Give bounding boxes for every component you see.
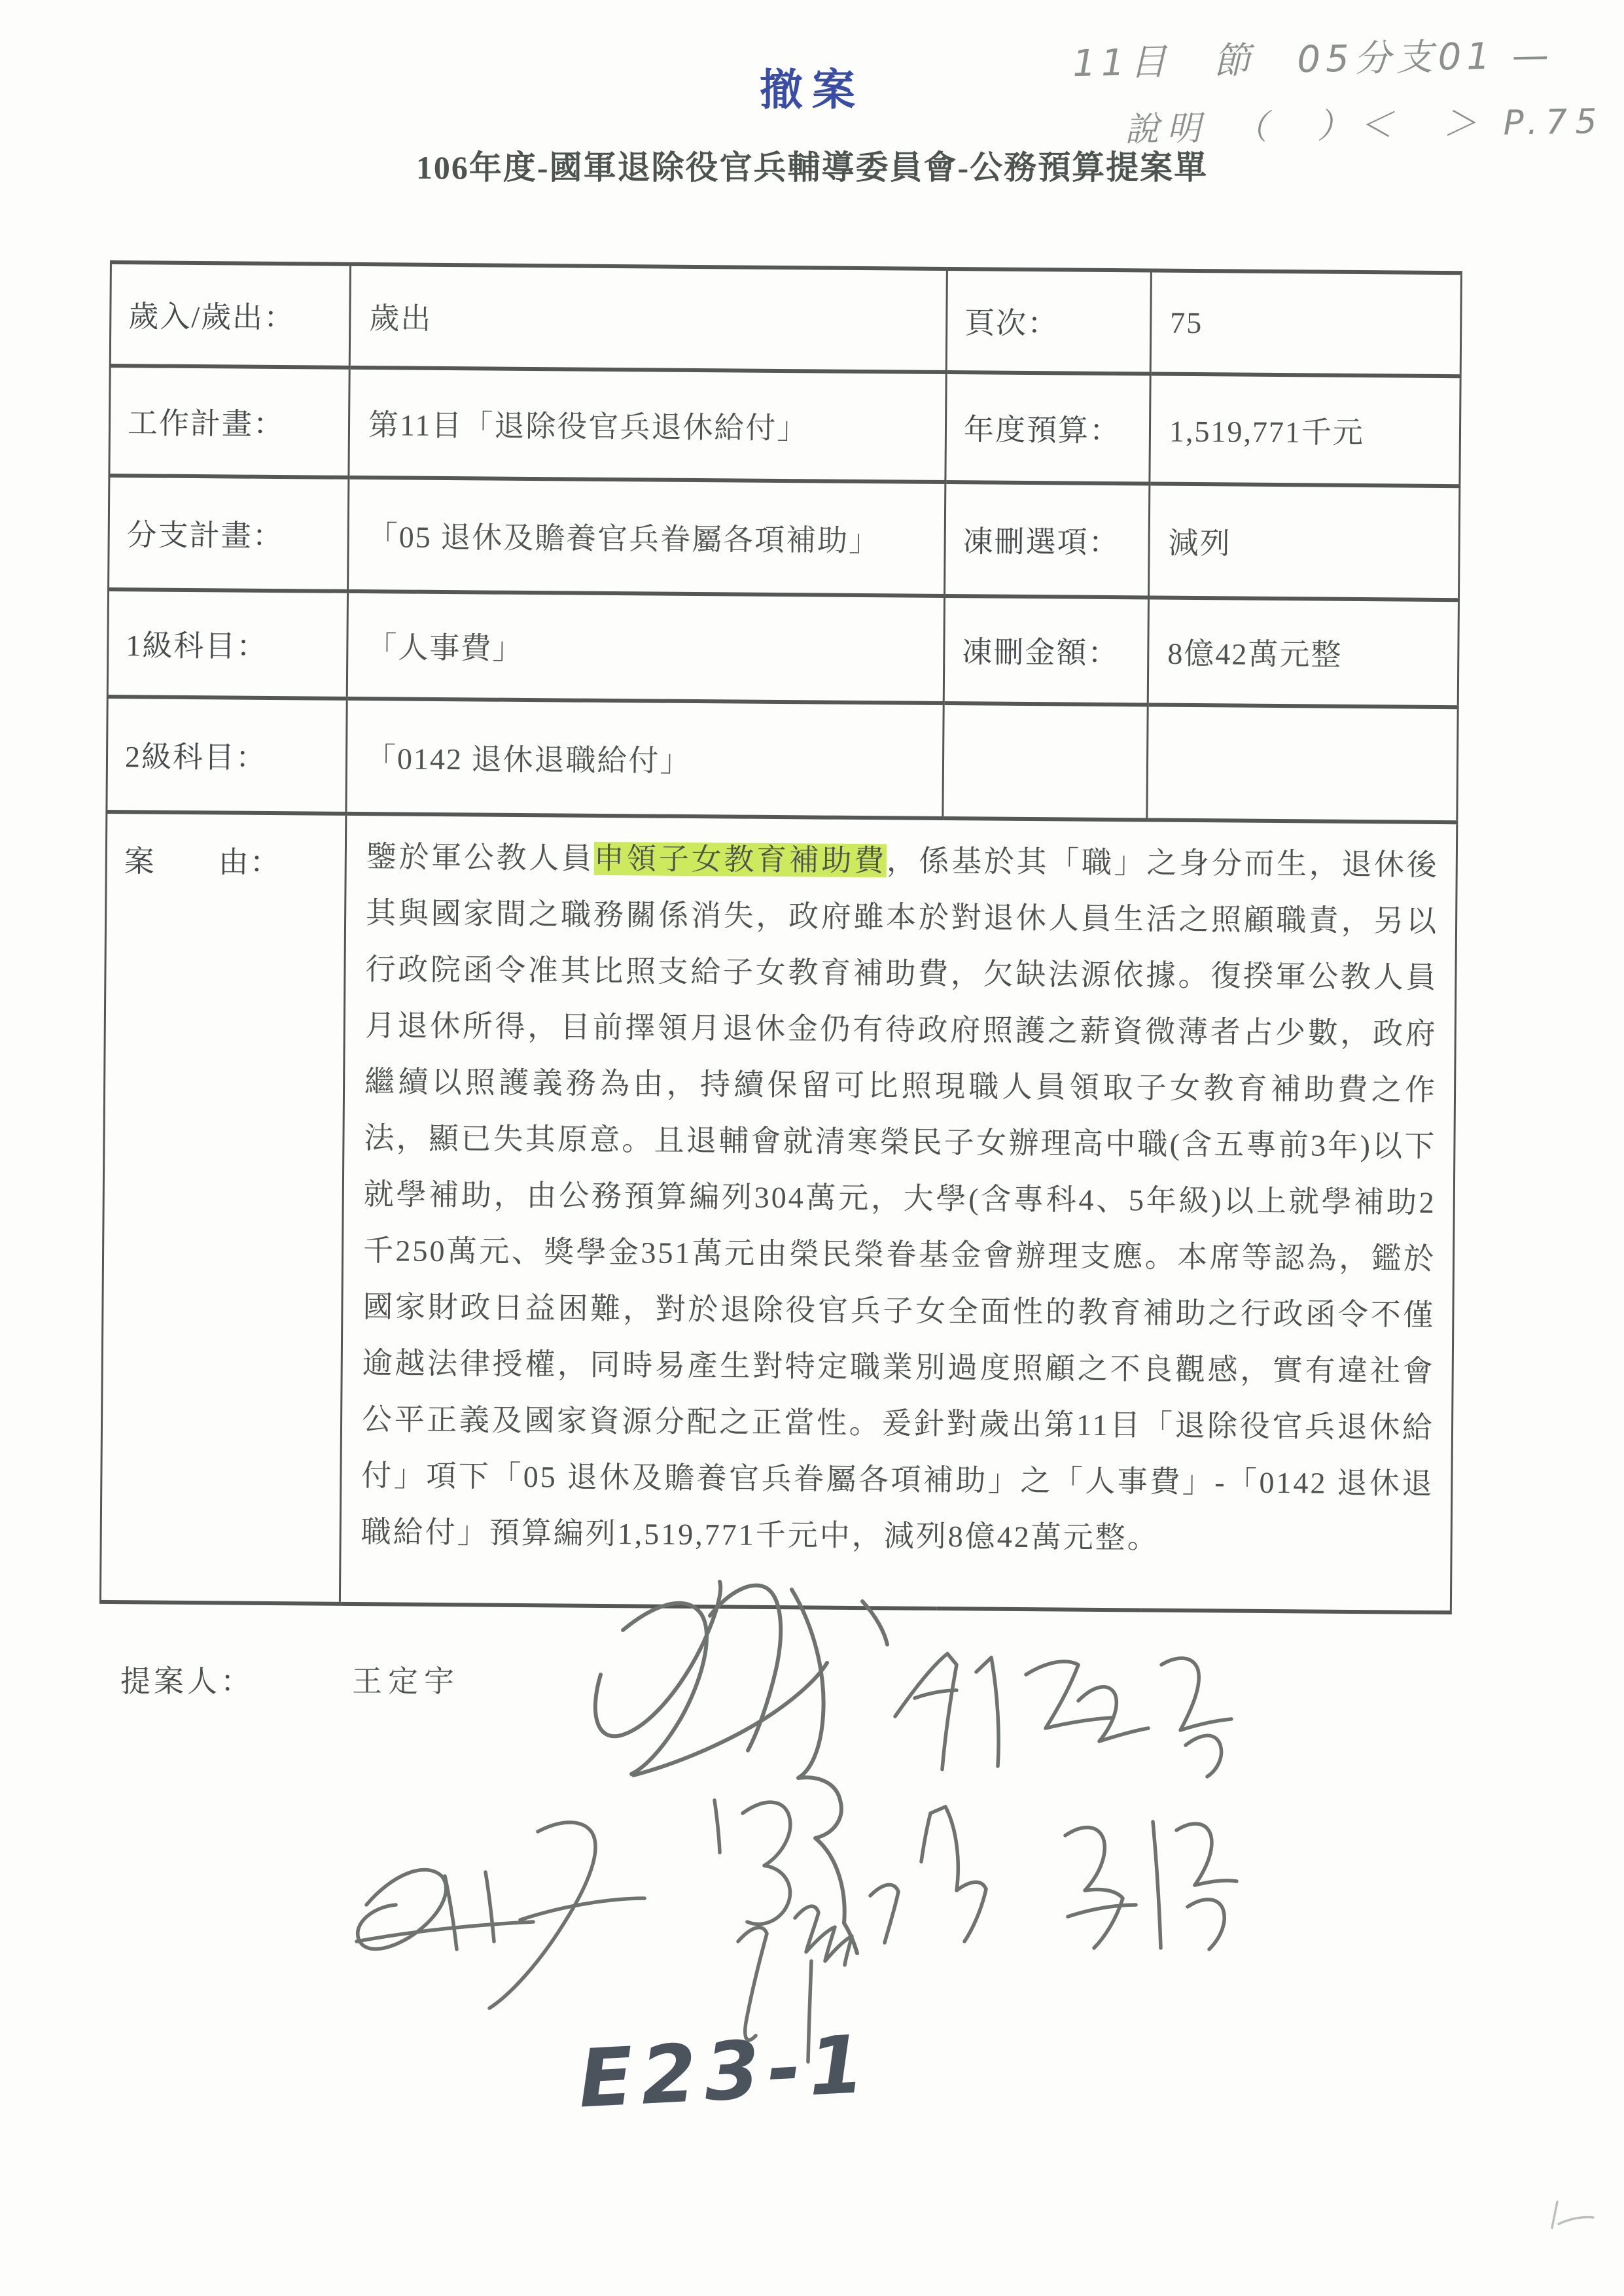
proposer-label: 提案人： xyxy=(120,1665,254,1698)
field-label: 分支計畫： xyxy=(109,476,349,591)
annotation-line-2: 說明 （ ）＜ ＞ P.75 xyxy=(1124,101,1605,150)
table-row-branch-plan xyxy=(109,476,1460,600)
table-row-work-plan xyxy=(109,366,1460,486)
budget-proposal-table xyxy=(99,260,1462,1614)
field-label: 頁次： xyxy=(946,269,1151,374)
field-value: 第11目「退除役官兵退休給付」 xyxy=(349,368,946,482)
field-label: 凍刪金額： xyxy=(944,596,1148,704)
case-text-before: 鑒於軍公教人員 xyxy=(366,840,594,875)
field-label: 歲入/歲出： xyxy=(110,262,350,368)
field-value: 「0142 退休退職給付」 xyxy=(346,699,944,818)
field-value: 「05 退休及贍養官兵眷屬各項補助」 xyxy=(348,478,945,596)
field-label xyxy=(943,703,1148,820)
table-row-level1-subject xyxy=(107,589,1458,707)
field-value xyxy=(1147,704,1458,822)
case-text-after: ，係基於其「職」之身分而生，退休後其與國家間之職務關係消失，政府雖本於對退休人員生活之照顧職責，另以行政院函令准其比照支給子女教育補助費，欠缺法源依據。復揆軍公教人員月退休所得，目前擇領月退休金仍有待政府照護之薪資微薄者占少數，政府繼續以照護義務為由，持續保留可比照現職人員領取子女教育補助費之作法，顯已失其原意。且退輔會就清寒榮民子女辦理高中職(含五專前3年)以下就學補助，由公務預算編列304萬元，大學(含專科4、5年級)以上就學補助2千250萬元、獎學金351萬元由榮民榮眷基金會辦理支應。本席等認為，鑑於國家財政日益困難，對於退除役官兵子女全面性的教育補助之行政函令不僅逾越法律授權，同時易產生對特定職業別過度照顧之不良觀感，實有違社會公平正義及國家資源分配之正當性。爰針對歲出第11目「退除役官兵退休給付」項下「05 退休及贍養官兵眷屬各項補助」之「人事費」-「0142 退休退職給付」預算編列1,519,771千元中，減列8億42萬元整。 xyxy=(361,844,1439,1555)
proposer-name: 王定宇 xyxy=(352,1665,460,1698)
case-description-text xyxy=(361,829,1439,1569)
highlighted-text: 申領子女教育補助費 xyxy=(593,841,887,878)
case-content-cell xyxy=(340,814,1456,1612)
page-subtitle: 106年度-國軍退除役官兵輔導委員會-公務預算提案單 xyxy=(415,149,1209,186)
field-value: 減列 xyxy=(1149,483,1460,600)
field-label: 工作計畫： xyxy=(109,366,349,478)
table-row-case-description xyxy=(100,812,1456,1612)
field-value: 「人事費」 xyxy=(347,591,944,703)
field-label: 年度預算： xyxy=(945,372,1150,483)
annotation-line-1: 11目 節 05分支01 — xyxy=(1072,34,1555,86)
field-label: 凍刪選項： xyxy=(945,482,1150,597)
table-row-level2-subject xyxy=(107,697,1458,822)
field-value: 8億42萬元整 xyxy=(1148,597,1458,707)
field-value: 1,519,771千元 xyxy=(1150,374,1460,486)
field-value: 75 xyxy=(1150,270,1461,376)
signature-3 xyxy=(357,1822,644,2008)
field-value: 歲出 xyxy=(349,264,947,372)
signature-1 xyxy=(595,1582,887,1953)
signature-2 xyxy=(895,1654,1231,1777)
handwritten-code: E23-1 xyxy=(576,2017,875,2126)
case-label: 案 由： xyxy=(100,812,345,1604)
table-row-revenue-type xyxy=(110,262,1461,376)
page-title: 撤案 xyxy=(760,67,864,114)
scan-artifact-mark xyxy=(1552,2202,1593,2228)
signature-5 xyxy=(1065,1822,1237,1949)
field-label: 2級科目： xyxy=(107,697,347,814)
field-label: 1級科目： xyxy=(107,589,347,699)
